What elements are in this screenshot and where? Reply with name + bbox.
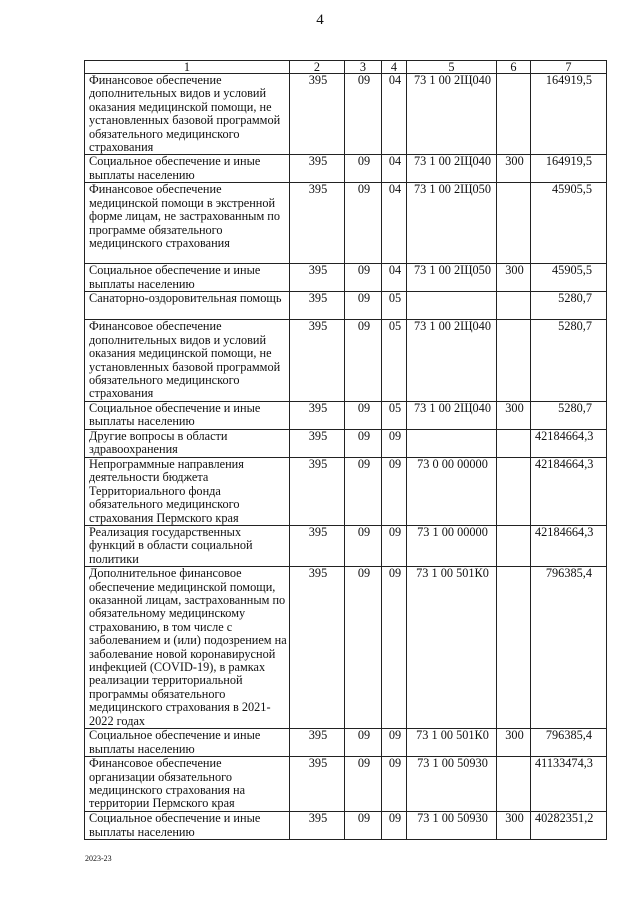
row-amount: 42184664,3	[531, 429, 607, 457]
table-header-row	[85, 61, 607, 74]
row-code: 395	[290, 457, 345, 525]
row-section: 09	[345, 74, 382, 155]
row-amount: 5280,7	[531, 320, 607, 401]
budget-table	[84, 60, 607, 840]
row-target-article: 73 1 00 50930	[407, 757, 497, 812]
row-name: Непрограммные направления деятельности бюджета Территориального фонда обязательного медицинского страхования Пермского края	[85, 457, 290, 525]
row-target-article: 73 1 00 2Щ040	[407, 320, 497, 401]
row-amount: 164919,5	[531, 74, 607, 155]
row-section: 09	[345, 729, 382, 757]
row-expense-type: 300	[497, 812, 531, 840]
row-section: 09	[345, 812, 382, 840]
row-subsection: 04	[382, 155, 407, 183]
row-amount: 41133474,3	[531, 757, 607, 812]
column-header: 5	[407, 61, 497, 74]
row-expense-type	[497, 292, 531, 320]
row-target-article: 73 1 00 2Щ050	[407, 183, 497, 264]
table-row	[85, 757, 607, 812]
row-name: Реализация государственных функций в области социальной политики	[85, 525, 290, 566]
row-target-article	[407, 292, 497, 320]
table-row	[85, 525, 607, 566]
row-subsection: 09	[382, 457, 407, 525]
row-section: 09	[345, 292, 382, 320]
row-name: Финансовое обеспечение дополнительных видов и условий оказания медицинской помощи, не установленных базовой программой обязательного медицинского страхования	[85, 74, 290, 155]
row-subsection: 09	[382, 757, 407, 812]
column-header: 2	[290, 61, 345, 74]
row-name: Финансовое обеспечение организации обязательного медицинского страхования на территории Пермского края	[85, 757, 290, 812]
row-amount: 796385,4	[531, 567, 607, 729]
row-section: 09	[345, 264, 382, 292]
row-name: Финансовое обеспечение медицинской помощи в экстренной форме лицам, не застрахованным по программе обязательного медицинского страхования	[85, 183, 290, 264]
row-subsection: 09	[382, 567, 407, 729]
page-number: 4	[316, 12, 324, 28]
row-target-article: 73 1 00 2Щ040	[407, 155, 497, 183]
row-expense-type: 300	[497, 729, 531, 757]
row-amount: 5280,7	[531, 292, 607, 320]
row-section: 09	[345, 155, 382, 183]
row-section: 09	[345, 183, 382, 264]
table-row	[85, 155, 607, 183]
row-expense-type: 300	[497, 264, 531, 292]
row-target-article: 73 1 00 501К0	[407, 567, 497, 729]
row-expense-type	[497, 183, 531, 264]
row-amount: 40282351,2	[531, 812, 607, 840]
table-row	[85, 567, 607, 729]
row-target-article: 73 0 00 00000	[407, 457, 497, 525]
row-name: Санаторно-оздоровительная помощь	[85, 292, 290, 320]
row-target-article: 73 1 00 501К0	[407, 729, 497, 757]
row-amount: 42184664,3	[531, 457, 607, 525]
table-row	[85, 429, 607, 457]
row-expense-type	[497, 567, 531, 729]
row-name: Социальное обеспечение и иные выплаты населению	[85, 401, 290, 429]
row-code: 395	[290, 74, 345, 155]
row-code: 395	[290, 525, 345, 566]
table-row	[85, 320, 607, 401]
row-section: 09	[345, 401, 382, 429]
row-amount: 164919,5	[531, 155, 607, 183]
row-target-article: 73 1 00 2Щ040	[407, 401, 497, 429]
row-expense-type: 300	[497, 401, 531, 429]
row-code: 395	[290, 292, 345, 320]
row-section: 09	[345, 429, 382, 457]
row-name: Социальное обеспечение и иные выплаты населению	[85, 812, 290, 840]
row-amount: 45905,5	[531, 183, 607, 264]
row-expense-type	[497, 74, 531, 155]
row-expense-type	[497, 457, 531, 525]
row-code: 395	[290, 183, 345, 264]
column-header: 3	[345, 61, 382, 74]
table-row	[85, 183, 607, 264]
row-section: 09	[345, 525, 382, 566]
table-row	[85, 457, 607, 525]
row-code: 395	[290, 812, 345, 840]
row-target-article: 73 1 00 2Щ040	[407, 74, 497, 155]
row-name: Финансовое обеспечение дополнительных видов и условий оказания медицинской помощи, не установленных базовой программой обязательного медицинского страхования	[85, 320, 290, 401]
column-header: 7	[531, 61, 607, 74]
row-code: 395	[290, 429, 345, 457]
row-name: Дополнительное финансовое обеспечение медицинской помощи, оказанной лицам, застрахованным по обязательному медицинскому страхованию, в том числе с заболеванием и (или) подозрением на заболевание новой коронавирусной инфекцией (COVID-19), в рамках реализации территориальной программы обязательного медицинского страхования в 2021-2022 годах	[85, 567, 290, 729]
row-expense-type	[497, 429, 531, 457]
row-section: 09	[345, 320, 382, 401]
row-subsection: 05	[382, 401, 407, 429]
row-code: 395	[290, 155, 345, 183]
row-amount: 796385,4	[531, 729, 607, 757]
table-row	[85, 729, 607, 757]
row-subsection: 04	[382, 183, 407, 264]
table-row	[85, 292, 607, 320]
row-code: 395	[290, 729, 345, 757]
row-name: Социальное обеспечение и иные выплаты населению	[85, 729, 290, 757]
table-row	[85, 401, 607, 429]
row-code: 395	[290, 401, 345, 429]
row-section: 09	[345, 567, 382, 729]
row-name: Социальное обеспечение и иные выплаты населению	[85, 264, 290, 292]
row-target-article: 73 1 00 50930	[407, 812, 497, 840]
row-subsection: 09	[382, 525, 407, 566]
row-name: Другие вопросы в области здравоохранения	[85, 429, 290, 457]
row-section: 09	[345, 757, 382, 812]
row-section: 09	[345, 457, 382, 525]
row-code: 395	[290, 264, 345, 292]
row-code: 395	[290, 320, 345, 401]
footer-code: 2023-23	[85, 854, 112, 863]
row-target-article: 73 1 00 2Щ050	[407, 264, 497, 292]
row-subsection: 05	[382, 320, 407, 401]
row-code: 395	[290, 567, 345, 729]
row-expense-type	[497, 525, 531, 566]
row-subsection: 09	[382, 729, 407, 757]
row-target-article: 73 1 00 00000	[407, 525, 497, 566]
row-target-article	[407, 429, 497, 457]
table-row	[85, 74, 607, 155]
row-subsection: 04	[382, 74, 407, 155]
row-amount: 42184664,3	[531, 525, 607, 566]
table-row	[85, 264, 607, 292]
row-subsection: 09	[382, 429, 407, 457]
row-expense-type	[497, 320, 531, 401]
column-header: 4	[382, 61, 407, 74]
row-amount: 5280,7	[531, 401, 607, 429]
column-header: 1	[85, 61, 290, 74]
row-subsection: 04	[382, 264, 407, 292]
table-row	[85, 812, 607, 840]
row-code: 395	[290, 757, 345, 812]
row-expense-type: 300	[497, 155, 531, 183]
row-amount: 45905,5	[531, 264, 607, 292]
row-name: Социальное обеспечение и иные выплаты населению	[85, 155, 290, 183]
row-subsection: 09	[382, 812, 407, 840]
column-header: 6	[497, 61, 531, 74]
row-subsection: 05	[382, 292, 407, 320]
row-expense-type	[497, 757, 531, 812]
